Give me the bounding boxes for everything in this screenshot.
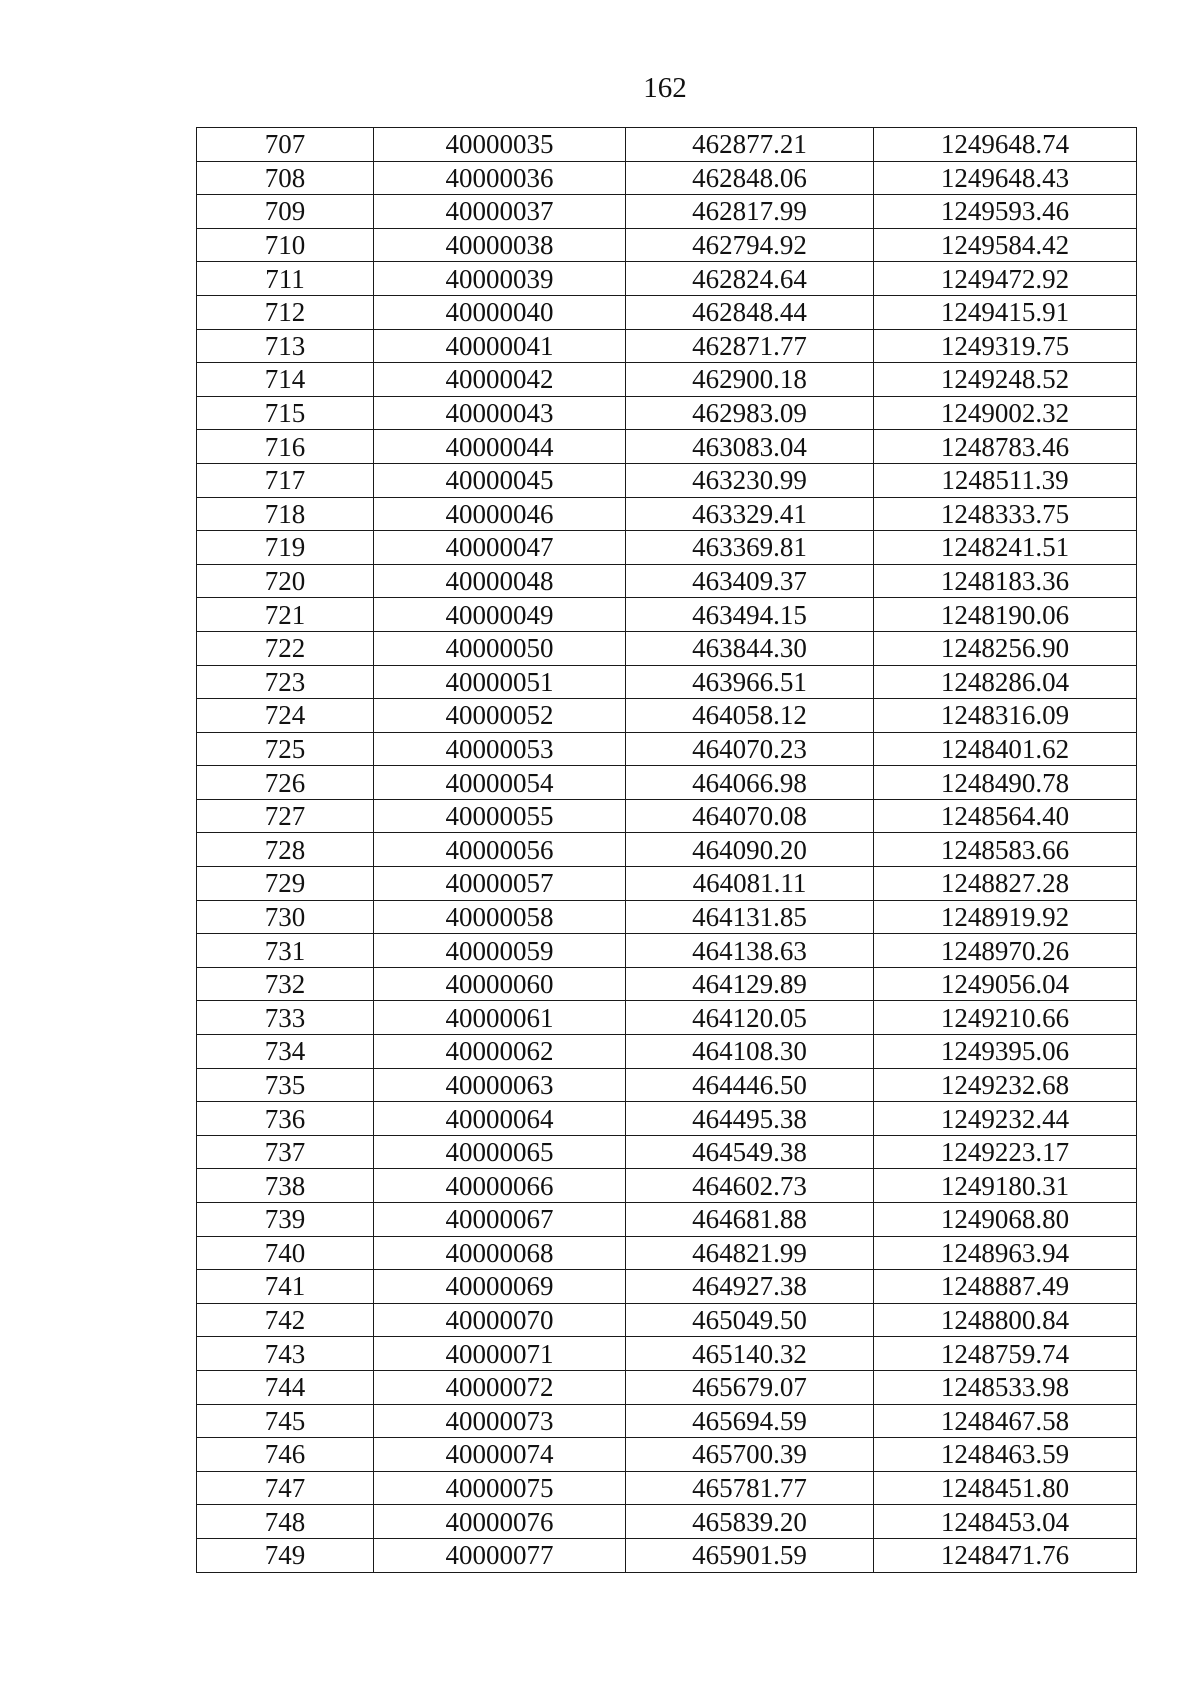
y-coordinate-cell: 1248286.04 (874, 665, 1137, 699)
y-coordinate-cell: 1249210.66 (874, 1001, 1137, 1035)
point-number-cell: 719 (197, 531, 374, 565)
point-id-cell: 40000039 (374, 262, 626, 296)
point-id-cell: 40000054 (374, 766, 626, 800)
table-row (197, 631, 1137, 665)
x-coordinate-cell: 464446.50 (626, 1068, 874, 1102)
point-number-cell: 717 (197, 463, 374, 497)
point-number-cell: 714 (197, 363, 374, 397)
point-number-cell: 748 (197, 1505, 374, 1539)
y-coordinate-cell: 1248800.84 (874, 1303, 1137, 1337)
table-row (197, 161, 1137, 195)
point-number-cell: 728 (197, 833, 374, 867)
table-row (197, 665, 1137, 699)
table-row (197, 363, 1137, 397)
table-row (197, 1102, 1137, 1136)
point-number-cell: 709 (197, 195, 374, 229)
table-row (197, 900, 1137, 934)
y-coordinate-cell: 1248583.66 (874, 833, 1137, 867)
point-id-cell: 40000064 (374, 1102, 626, 1136)
point-id-cell: 40000073 (374, 1404, 626, 1438)
point-number-cell: 743 (197, 1337, 374, 1371)
point-number-cell: 744 (197, 1370, 374, 1404)
y-coordinate-cell: 1248970.26 (874, 934, 1137, 968)
point-number-cell: 745 (197, 1404, 374, 1438)
point-id-cell: 40000061 (374, 1001, 626, 1035)
point-number-cell: 725 (197, 732, 374, 766)
y-coordinate-cell: 1248533.98 (874, 1370, 1137, 1404)
table-row (197, 1471, 1137, 1505)
table-row (197, 1438, 1137, 1472)
point-id-cell: 40000069 (374, 1270, 626, 1304)
point-id-cell: 40000057 (374, 867, 626, 901)
coordinates-table (196, 127, 1137, 1573)
x-coordinate-cell: 462794.92 (626, 228, 874, 262)
x-coordinate-cell: 463409.37 (626, 564, 874, 598)
x-coordinate-cell: 464681.88 (626, 1203, 874, 1237)
table-row (197, 497, 1137, 531)
table-row (197, 128, 1137, 162)
y-coordinate-cell: 1248511.39 (874, 463, 1137, 497)
y-coordinate-cell: 1248453.04 (874, 1505, 1137, 1539)
table-row (197, 1203, 1137, 1237)
x-coordinate-cell: 465140.32 (626, 1337, 874, 1371)
point-id-cell: 40000049 (374, 598, 626, 632)
point-number-cell: 723 (197, 665, 374, 699)
y-coordinate-cell: 1248490.78 (874, 766, 1137, 800)
x-coordinate-cell: 464058.12 (626, 699, 874, 733)
point-id-cell: 40000076 (374, 1505, 626, 1539)
y-coordinate-cell: 1249248.52 (874, 363, 1137, 397)
x-coordinate-cell: 464108.30 (626, 1035, 874, 1069)
x-coordinate-cell: 464081.11 (626, 867, 874, 901)
y-coordinate-cell: 1248963.94 (874, 1236, 1137, 1270)
x-coordinate-cell: 464495.38 (626, 1102, 874, 1136)
point-id-cell: 40000067 (374, 1203, 626, 1237)
y-coordinate-cell: 1249068.80 (874, 1203, 1137, 1237)
y-coordinate-cell: 1249319.75 (874, 329, 1137, 363)
x-coordinate-cell: 464549.38 (626, 1135, 874, 1169)
point-number-cell: 711 (197, 262, 374, 296)
point-number-cell: 733 (197, 1001, 374, 1035)
table-row (197, 799, 1137, 833)
table-row (197, 463, 1137, 497)
point-number-cell: 739 (197, 1203, 374, 1237)
point-number-cell: 742 (197, 1303, 374, 1337)
table-row (197, 195, 1137, 229)
y-coordinate-cell: 1249648.43 (874, 161, 1137, 195)
point-id-cell: 40000062 (374, 1035, 626, 1069)
x-coordinate-cell: 464138.63 (626, 934, 874, 968)
point-id-cell: 40000035 (374, 128, 626, 162)
table-row (197, 564, 1137, 598)
point-id-cell: 40000074 (374, 1438, 626, 1472)
x-coordinate-cell: 465781.77 (626, 1471, 874, 1505)
x-coordinate-cell: 463369.81 (626, 531, 874, 565)
point-id-cell: 40000044 (374, 430, 626, 464)
point-number-cell: 718 (197, 497, 374, 531)
y-coordinate-cell: 1249180.31 (874, 1169, 1137, 1203)
table-row (197, 1236, 1137, 1270)
point-id-cell: 40000065 (374, 1135, 626, 1169)
point-number-cell: 722 (197, 631, 374, 665)
table-row (197, 430, 1137, 464)
table-row (197, 531, 1137, 565)
x-coordinate-cell: 464129.89 (626, 967, 874, 1001)
y-coordinate-cell: 1248401.62 (874, 732, 1137, 766)
y-coordinate-cell: 1249002.32 (874, 396, 1137, 430)
table-row (197, 1538, 1137, 1572)
point-id-cell: 40000047 (374, 531, 626, 565)
table-row (197, 1337, 1137, 1371)
x-coordinate-cell: 464821.99 (626, 1236, 874, 1270)
point-number-cell: 732 (197, 967, 374, 1001)
page-number: 162 (643, 72, 687, 104)
point-id-cell: 40000037 (374, 195, 626, 229)
y-coordinate-cell: 1248333.75 (874, 497, 1137, 531)
table-row (197, 1169, 1137, 1203)
x-coordinate-cell: 465700.39 (626, 1438, 874, 1472)
point-number-cell: 737 (197, 1135, 374, 1169)
table-row (197, 934, 1137, 968)
y-coordinate-cell: 1248190.06 (874, 598, 1137, 632)
point-id-cell: 40000071 (374, 1337, 626, 1371)
x-coordinate-cell: 463844.30 (626, 631, 874, 665)
point-number-cell: 727 (197, 799, 374, 833)
point-id-cell: 40000063 (374, 1068, 626, 1102)
y-coordinate-cell: 1248463.59 (874, 1438, 1137, 1472)
y-coordinate-cell: 1248471.76 (874, 1538, 1137, 1572)
table-row (197, 1505, 1137, 1539)
table-body (197, 128, 1137, 1573)
table-row (197, 262, 1137, 296)
table-row (197, 228, 1137, 262)
x-coordinate-cell: 463966.51 (626, 665, 874, 699)
point-id-cell: 40000077 (374, 1538, 626, 1572)
table-row (197, 1270, 1137, 1304)
table-row (197, 1404, 1137, 1438)
x-coordinate-cell: 462871.77 (626, 329, 874, 363)
point-number-cell: 734 (197, 1035, 374, 1069)
point-id-cell: 40000070 (374, 1303, 626, 1337)
point-number-cell: 720 (197, 564, 374, 598)
table-row (197, 867, 1137, 901)
point-id-cell: 40000055 (374, 799, 626, 833)
point-number-cell: 729 (197, 867, 374, 901)
y-coordinate-cell: 1249232.68 (874, 1068, 1137, 1102)
y-coordinate-cell: 1248241.51 (874, 531, 1137, 565)
x-coordinate-cell: 462824.64 (626, 262, 874, 296)
y-coordinate-cell: 1248827.28 (874, 867, 1137, 901)
y-coordinate-cell: 1248451.80 (874, 1471, 1137, 1505)
point-number-cell: 736 (197, 1102, 374, 1136)
point-id-cell: 40000043 (374, 396, 626, 430)
x-coordinate-cell: 463329.41 (626, 497, 874, 531)
point-id-cell: 40000053 (374, 732, 626, 766)
x-coordinate-cell: 464070.23 (626, 732, 874, 766)
point-number-cell: 712 (197, 295, 374, 329)
point-id-cell: 40000060 (374, 967, 626, 1001)
x-coordinate-cell: 465839.20 (626, 1505, 874, 1539)
point-id-cell: 40000045 (374, 463, 626, 497)
point-number-cell: 716 (197, 430, 374, 464)
y-coordinate-cell: 1249056.04 (874, 967, 1137, 1001)
y-coordinate-cell: 1249415.91 (874, 295, 1137, 329)
y-coordinate-cell: 1249584.42 (874, 228, 1137, 262)
table-row (197, 1135, 1137, 1169)
x-coordinate-cell: 465679.07 (626, 1370, 874, 1404)
x-coordinate-cell: 465694.59 (626, 1404, 874, 1438)
point-number-cell: 710 (197, 228, 374, 262)
x-coordinate-cell: 464070.08 (626, 799, 874, 833)
point-id-cell: 40000038 (374, 228, 626, 262)
y-coordinate-cell: 1249223.17 (874, 1135, 1137, 1169)
y-coordinate-cell: 1248759.74 (874, 1337, 1137, 1371)
x-coordinate-cell: 464602.73 (626, 1169, 874, 1203)
x-coordinate-cell: 464090.20 (626, 833, 874, 867)
point-id-cell: 40000046 (374, 497, 626, 531)
point-id-cell: 40000052 (374, 699, 626, 733)
point-number-cell: 713 (197, 329, 374, 363)
x-coordinate-cell: 462848.06 (626, 161, 874, 195)
point-number-cell: 741 (197, 1270, 374, 1304)
x-coordinate-cell: 462877.21 (626, 128, 874, 162)
point-number-cell: 735 (197, 1068, 374, 1102)
table-row (197, 732, 1137, 766)
point-id-cell: 40000042 (374, 363, 626, 397)
y-coordinate-cell: 1249593.46 (874, 195, 1137, 229)
point-id-cell: 40000041 (374, 329, 626, 363)
y-coordinate-cell: 1249648.74 (874, 128, 1137, 162)
y-coordinate-cell: 1248467.58 (874, 1404, 1137, 1438)
x-coordinate-cell: 465901.59 (626, 1538, 874, 1572)
point-number-cell: 747 (197, 1471, 374, 1505)
x-coordinate-cell: 464131.85 (626, 900, 874, 934)
table-row (197, 295, 1137, 329)
point-number-cell: 730 (197, 900, 374, 934)
y-coordinate-cell: 1248919.92 (874, 900, 1137, 934)
point-number-cell: 724 (197, 699, 374, 733)
point-id-cell: 40000048 (374, 564, 626, 598)
point-id-cell: 40000050 (374, 631, 626, 665)
y-coordinate-cell: 1248887.49 (874, 1270, 1137, 1304)
x-coordinate-cell: 464927.38 (626, 1270, 874, 1304)
point-number-cell: 715 (197, 396, 374, 430)
table-row (197, 1001, 1137, 1035)
y-coordinate-cell: 1248316.09 (874, 699, 1137, 733)
y-coordinate-cell: 1248783.46 (874, 430, 1137, 464)
table-row (197, 766, 1137, 800)
y-coordinate-cell: 1249232.44 (874, 1102, 1137, 1136)
x-coordinate-cell: 463230.99 (626, 463, 874, 497)
x-coordinate-cell: 462817.99 (626, 195, 874, 229)
point-number-cell: 746 (197, 1438, 374, 1472)
table-row (197, 699, 1137, 733)
table-row (197, 833, 1137, 867)
table-row (197, 967, 1137, 1001)
x-coordinate-cell: 463083.04 (626, 430, 874, 464)
y-coordinate-cell: 1249472.92 (874, 262, 1137, 296)
y-coordinate-cell: 1248564.40 (874, 799, 1137, 833)
point-id-cell: 40000075 (374, 1471, 626, 1505)
table-row (197, 396, 1137, 430)
x-coordinate-cell: 464066.98 (626, 766, 874, 800)
point-number-cell: 740 (197, 1236, 374, 1270)
table-row (197, 598, 1137, 632)
y-coordinate-cell: 1248183.36 (874, 564, 1137, 598)
point-number-cell: 707 (197, 128, 374, 162)
table-row (197, 1068, 1137, 1102)
point-id-cell: 40000072 (374, 1370, 626, 1404)
x-coordinate-cell: 464120.05 (626, 1001, 874, 1035)
point-number-cell: 708 (197, 161, 374, 195)
point-id-cell: 40000056 (374, 833, 626, 867)
y-coordinate-cell: 1249395.06 (874, 1035, 1137, 1069)
point-id-cell: 40000040 (374, 295, 626, 329)
point-number-cell: 731 (197, 934, 374, 968)
point-id-cell: 40000051 (374, 665, 626, 699)
table-row (197, 1303, 1137, 1337)
point-id-cell: 40000066 (374, 1169, 626, 1203)
table-row (197, 329, 1137, 363)
point-id-cell: 40000059 (374, 934, 626, 968)
point-id-cell: 40000036 (374, 161, 626, 195)
point-id-cell: 40000058 (374, 900, 626, 934)
table-row (197, 1370, 1137, 1404)
x-coordinate-cell: 465049.50 (626, 1303, 874, 1337)
point-number-cell: 738 (197, 1169, 374, 1203)
x-coordinate-cell: 462848.44 (626, 295, 874, 329)
x-coordinate-cell: 462900.18 (626, 363, 874, 397)
x-coordinate-cell: 462983.09 (626, 396, 874, 430)
x-coordinate-cell: 463494.15 (626, 598, 874, 632)
table-row (197, 1035, 1137, 1069)
point-id-cell: 40000068 (374, 1236, 626, 1270)
point-number-cell: 721 (197, 598, 374, 632)
point-number-cell: 749 (197, 1538, 374, 1572)
y-coordinate-cell: 1248256.90 (874, 631, 1137, 665)
point-number-cell: 726 (197, 766, 374, 800)
